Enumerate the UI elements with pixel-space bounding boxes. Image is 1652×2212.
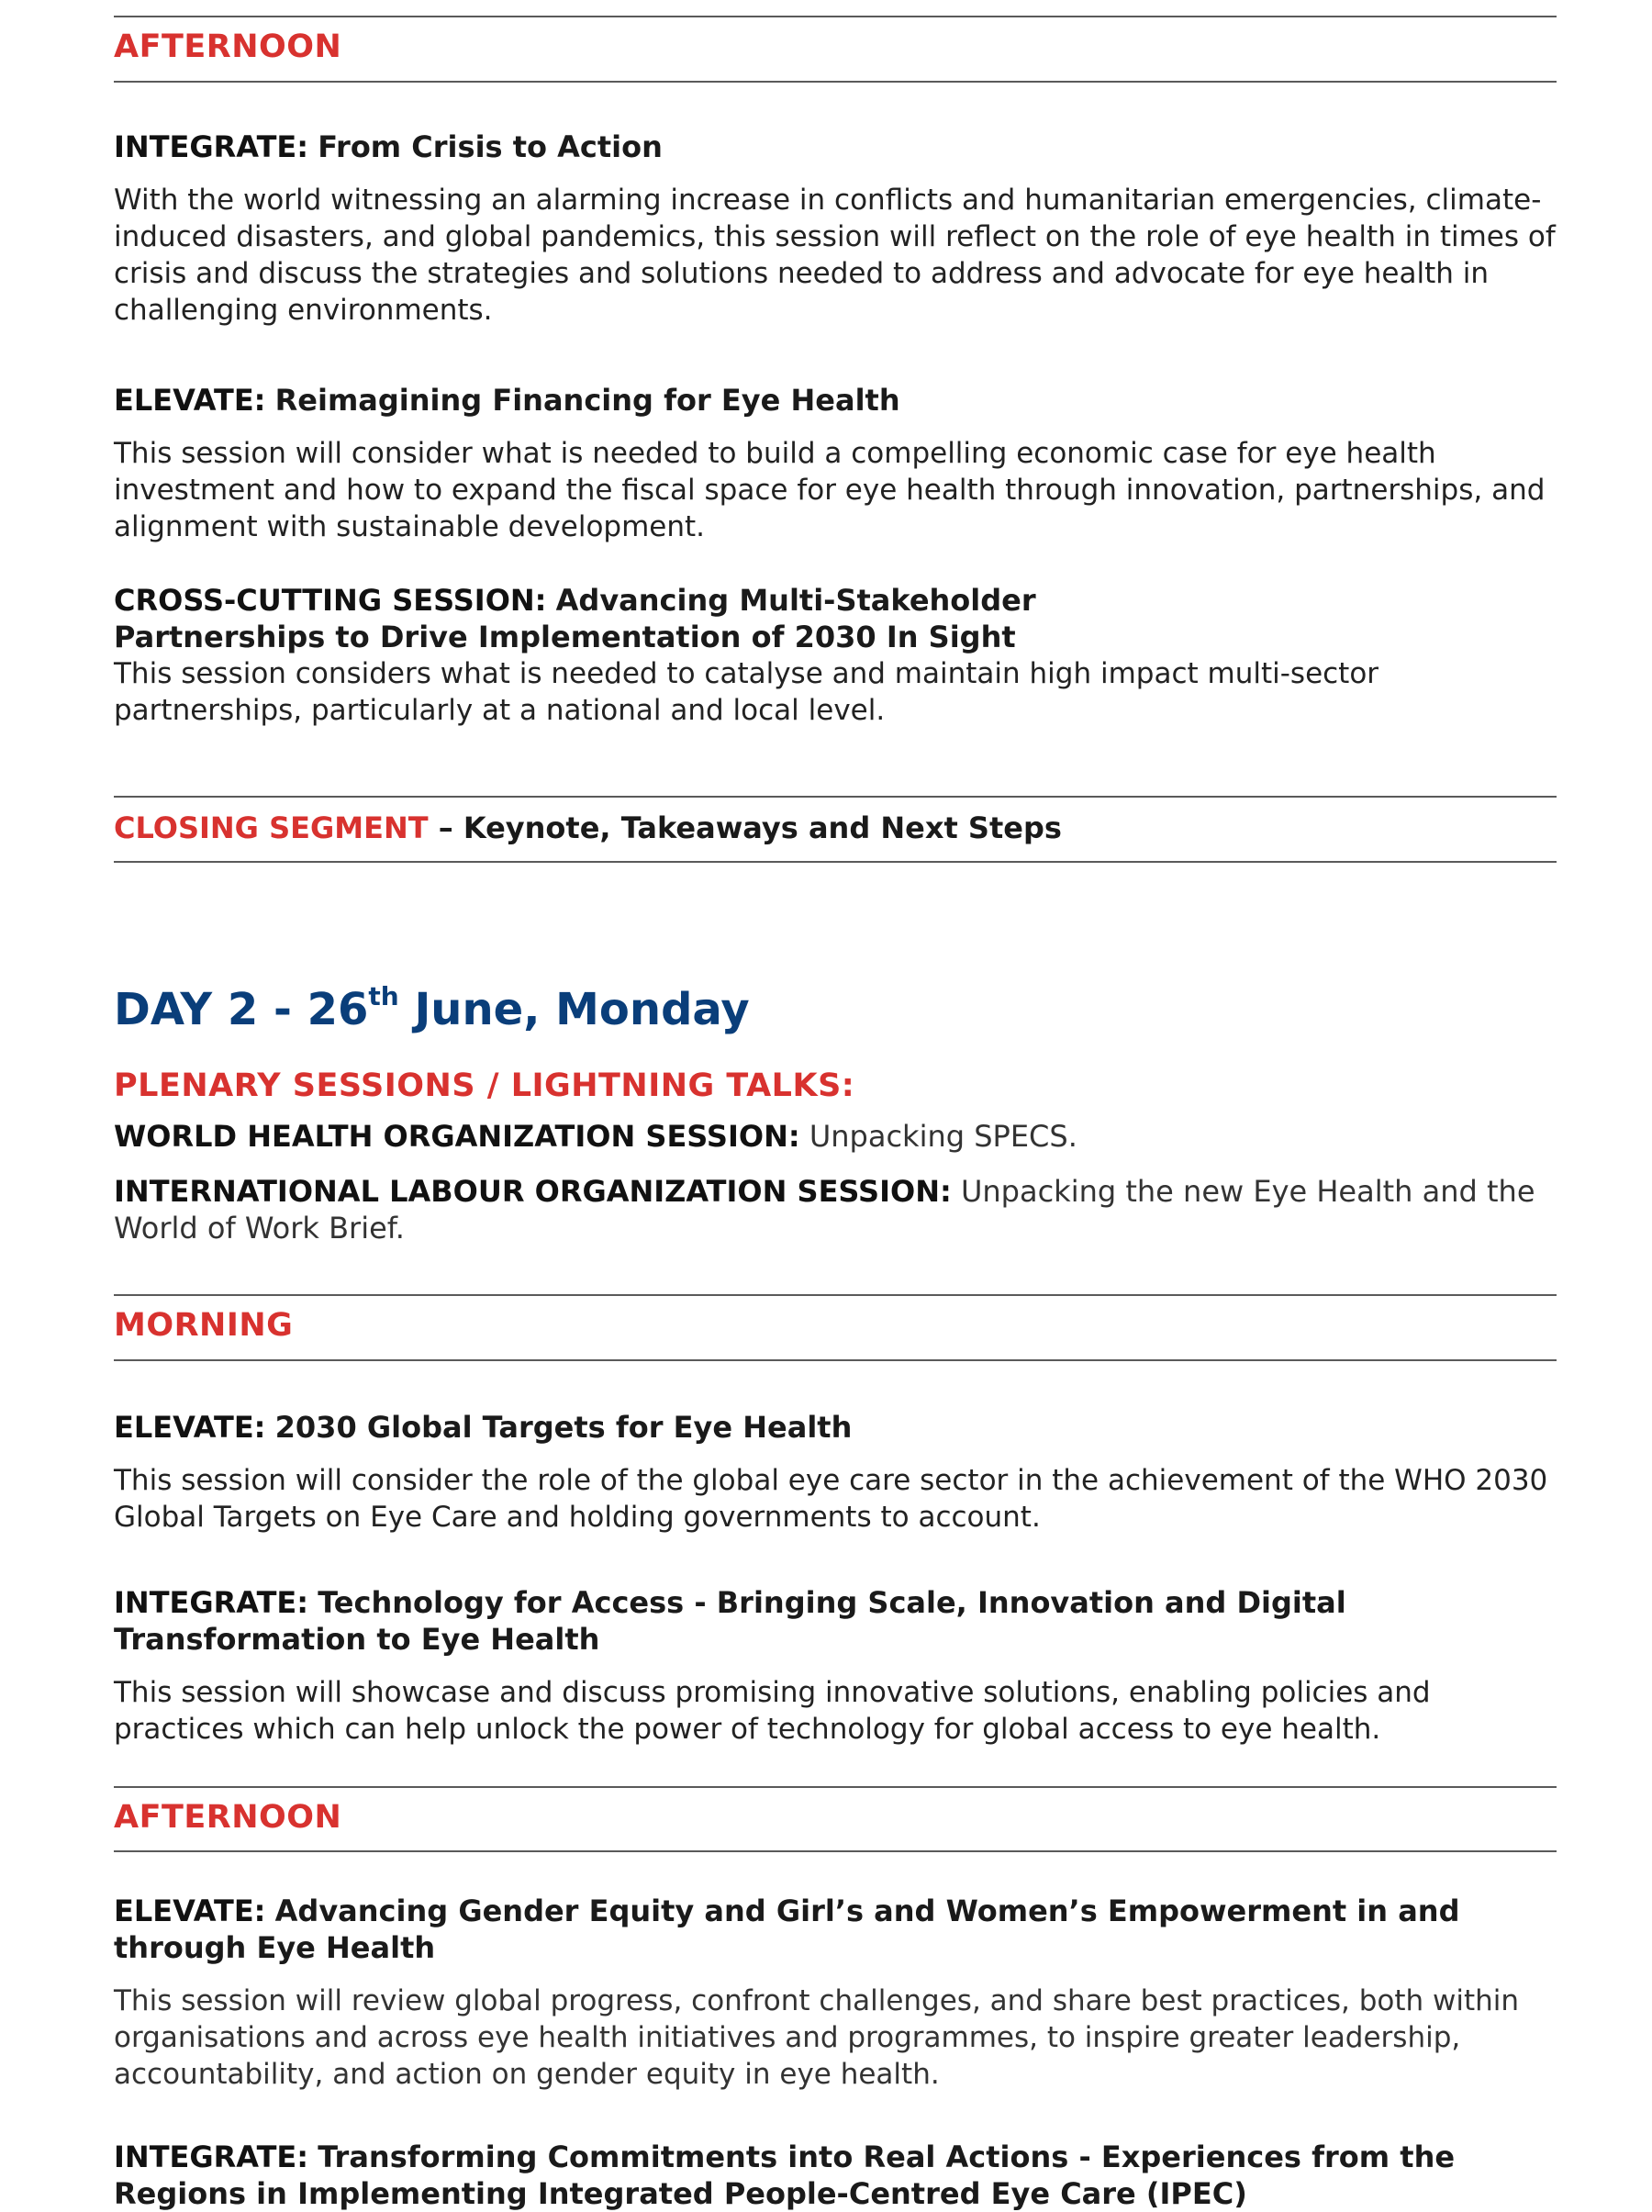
divider (114, 81, 1557, 83)
divider (114, 1786, 1557, 1788)
closing-text: – Keynote, Takeaways and Next Steps (428, 810, 1062, 845)
session-cross-cutting-desc (114, 655, 1557, 729)
session-description: This session will review global progress, confront challenges, and share best practices, both within organisations and across eye health initiatives and programmes, to inspire greater leadership, accountability, and action on gender equity in eye health. (114, 1984, 1520, 2091)
session-description: This session considers what is needed to catalyse and maintain high impact multi-sector partnerships, particularly at a national and local level. (114, 657, 1379, 727)
session-cross-cutting (114, 582, 1215, 655)
session-heading (114, 128, 1557, 165)
session-heading (114, 1584, 1557, 1658)
session-integrate-crisis (114, 128, 1557, 329)
day-title-sup: th (368, 981, 399, 1011)
session-type: ELEVATE: (114, 1894, 266, 1928)
session-heading (114, 2139, 1557, 2212)
session-heading (114, 1893, 1557, 1966)
session-type: ELEVATE: (114, 383, 266, 418)
session-title: Transforming Commitments into Real Actions - Experiences from the Regions in Implementing Integrated People-Centred Eye Care (IPEC) (114, 2139, 1456, 2211)
session-description: This session will showcase and discuss promising innovative solutions, enabling policies and practices which can help unlock the power of technology for global access to eye health. (114, 1676, 1431, 1746)
day-title-suffix: June, Monday (398, 984, 750, 1035)
session-title: Advancing Multi-Stakeholder Partnerships to Drive Implementation of 2030 In Sight (114, 583, 1036, 654)
session-type: ELEVATE: (114, 1410, 266, 1445)
session-heading (114, 1409, 1557, 1446)
session-heading (114, 382, 1557, 419)
session-elevate-financing (114, 382, 1557, 545)
session-title: Unpacking SPECS. (799, 1119, 1077, 1154)
session-type: WORLD HEALTH ORGANIZATION SESSION: (114, 1119, 800, 1154)
session-type: INTEGRATE: (114, 1585, 309, 1620)
divider (114, 1294, 1557, 1296)
session-title: Technology for Access - Bringing Scale, Innovation and Digital Transformation to Eye Health (114, 1585, 1346, 1657)
session-integrate-tech (114, 1584, 1557, 1748)
session-title: From Crisis to Action (318, 129, 663, 164)
section-label-afternoon: AFTERNOON (114, 28, 342, 65)
session-type: INTEGRATE: (114, 129, 309, 164)
section-label-morning: MORNING (114, 1307, 294, 1344)
session-description: With the world witnessing an alarming increase in conflicts and humanitarian emergencies, climate-induced disasters, and global pandemics, this session will reflect on the role of eye health in times of crisis and discuss the strategies and solutions needed to address and advocate for eye health in challenging environments. (114, 184, 1556, 327)
session-type: CROSS-CUTTING SESSION: (114, 583, 547, 618)
section-label-plenary: PLENARY SESSIONS / LIGHTNING TALKS: (114, 1067, 855, 1104)
session-type: INTERNATIONAL LABOUR ORGANIZATION SESSION: (114, 1174, 952, 1209)
session-elevate-targets (114, 1409, 1557, 1536)
closing-segment (114, 810, 1062, 845)
session-title: Unpacking the new Eye Health and the World of Work Brief. (114, 1174, 1535, 1246)
day-title (114, 981, 750, 1035)
session-integrate-ipec (114, 2139, 1557, 2212)
divider (114, 16, 1557, 17)
divider (114, 861, 1557, 863)
session-heading (114, 582, 1215, 655)
session-title: 2030 Global Targets for Eye Health (274, 1410, 853, 1445)
plenary-who (114, 1118, 1557, 1155)
session-title: Advancing Gender Equity and Girl’s and Women’s Empowerment in and through Eye Health (114, 1894, 1460, 1965)
session-type: INTEGRATE: (114, 2139, 309, 2174)
closing-label: CLOSING SEGMENT (114, 810, 429, 845)
divider (114, 1850, 1557, 1852)
session-title: Reimagining Financing for Eye Health (274, 383, 900, 418)
section-label-afternoon: AFTERNOON (114, 1799, 342, 1836)
session-description: This session will consider what is needed to build a compelling economic case for eye health investment and how to expand the fiscal space for eye health through innovation, partnerships, and alignment with sustainable development. (114, 437, 1546, 543)
day-title-prefix: DAY 2 - 26 (114, 984, 369, 1035)
plenary-ilo (114, 1173, 1557, 1246)
session-description: This session will consider the role of the global eye care sector in the achievement of the WHO 2030 Global Targets on Eye Care and holding governments to account. (114, 1464, 1548, 1534)
session-elevate-gender (114, 1893, 1557, 2093)
divider (114, 1359, 1557, 1361)
divider (114, 796, 1557, 798)
